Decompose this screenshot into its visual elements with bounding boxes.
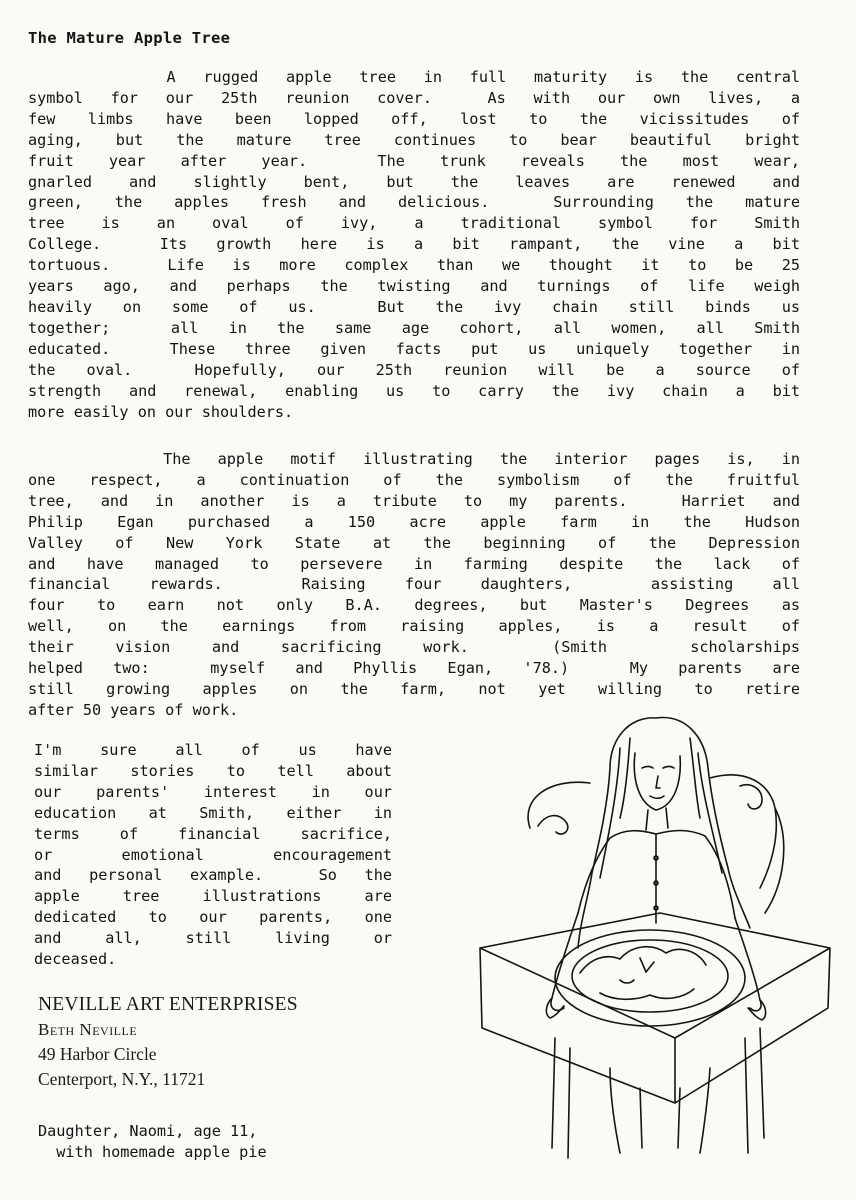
reunion-cover-line: College. Its growth here is a bit rampant, the vine a bit: [28, 235, 800, 254]
girl-with-apple-pie-drawing: [460, 708, 840, 1168]
paragraph-reunion-cover: [28, 67, 800, 422]
caption-line: Daughter, Naomi, age 11,: [38, 1122, 258, 1140]
dedication-line: and all, still living or: [34, 929, 392, 948]
caption-line: with homemade apple pie: [38, 1142, 267, 1161]
dedication-line: similar stories to tell about: [34, 761, 392, 780]
table: [480, 913, 830, 1103]
studio-name: NEVILLE ART ENTERPRISES: [38, 994, 298, 1015]
apple-motif-line: Philip Egan purchased a 150 acre apple farm in the Hudson: [28, 512, 800, 531]
dedication-line: and personal example. So the: [34, 866, 392, 885]
nose-mouth: [650, 776, 664, 798]
apple-motif-line: still growing apples on the farm, not yet willing to retire: [28, 679, 800, 698]
apple-motif-line: The apple motif illustrating the interior pages is, in: [28, 450, 800, 468]
eyes: [642, 767, 674, 769]
paragraph-dedication: [34, 740, 392, 970]
address-line-1: 49 Harbor Circle: [38, 1044, 157, 1064]
dedication-line: apple tree illustrations are: [34, 887, 392, 906]
artist-name: Beth Neville: [38, 1020, 138, 1039]
reunion-cover-line: aging, but the mature tree continues to bear beautiful bright: [28, 130, 800, 149]
apple-motif-line: financial rewards. Raising four daughters, assisting all: [28, 575, 800, 594]
reunion-cover-line: strength and renewal, enabling us to carry the ivy chain a bit: [28, 381, 800, 400]
pie-crust-texture: [580, 947, 706, 1000]
page-title: The Mature Apple Tree: [28, 29, 231, 47]
reunion-cover-line: symbol for our 25th reunion cover. As with our own lives, a: [28, 88, 800, 107]
reunion-cover-line: tortuous. Life is more complex than we thought it to be 25: [28, 256, 800, 275]
dedication-line: deceased.: [34, 950, 117, 969]
chair-legs: [552, 1028, 764, 1158]
pie-crust-inner: [572, 940, 728, 1012]
paragraph-apple-motif: [28, 449, 800, 721]
apple-motif-line: after 50 years of work.: [28, 700, 239, 719]
reunion-cover-line: fruit year after year. The trunk reveals the most wear,: [28, 151, 800, 170]
dedication-line: terms of financial sacrifice,: [34, 824, 392, 843]
reunion-cover-line: together; all in the same age cohort, all women, all Smith: [28, 318, 800, 337]
dedication-line: our parents' interest in our: [34, 782, 392, 801]
reunion-cover-line: the oval. Hopefully, our 25th reunion will be a source of: [28, 360, 800, 379]
apple-motif-line: their vision and sacrificing work. (Smith scholarships: [28, 638, 800, 657]
blouse: [578, 831, 735, 924]
neck: [646, 808, 668, 830]
reunion-cover-line: educated. These three given facts put us uniquely together in: [28, 339, 800, 358]
reunion-cover-line: years ago, and perhaps the twisting and turnings of life weigh: [28, 277, 800, 296]
apple-motif-line: one respect, a continuation of the symbolism of the fruitful: [28, 470, 800, 489]
apple-motif-line: Valley of New York State at the beginning of the Depression: [28, 533, 800, 552]
artist-credit-block: [38, 992, 298, 1092]
reunion-cover-line: A rugged apple tree in full maturity is the central: [28, 68, 800, 86]
apple-motif-line: four to earn not only B.A. degrees, but Master's Degrees as: [28, 596, 800, 615]
reunion-cover-line: gnarled and slightly bent, but the leaves are renewed and: [28, 172, 800, 191]
illustration-caption: [38, 1121, 267, 1163]
dedication-line: education at Smith, either in: [34, 803, 392, 822]
chair-ornament: [538, 785, 762, 834]
address-line-2: Centerport, N.Y., 11721: [38, 1069, 206, 1089]
reunion-cover-line: tree is an oval of ivy, a traditional symbol for Smith: [28, 214, 800, 233]
apple-motif-line: well, on the earnings from raising apples, is a result of: [28, 617, 800, 636]
apple-motif-line: tree, and in another is a tribute to my parents. Harriet and: [28, 491, 800, 510]
apple-motif-line: and have managed to persevere in farming despite the lack of: [28, 554, 800, 573]
reunion-cover-line: heavily on some of us. But the ivy chain still binds us: [28, 297, 800, 316]
dedication-line: dedicated to our parents, one: [34, 908, 392, 927]
dedication-line: I'm sure all of us have: [34, 741, 392, 759]
dedication-line: or emotional encouragement: [34, 845, 392, 864]
reunion-cover-line: few limbs have been lopped off, lost to the vicissitudes of: [28, 109, 800, 128]
skirt-legs: [610, 1068, 710, 1153]
apple-motif-line: helped two: myself and Phyllis Egan, '78.) My parents are: [28, 659, 800, 678]
reunion-cover-line: green, the apples fresh and delicious. Surrounding the mature: [28, 193, 800, 212]
reunion-cover-line: more easily on our shoulders.: [28, 402, 294, 421]
